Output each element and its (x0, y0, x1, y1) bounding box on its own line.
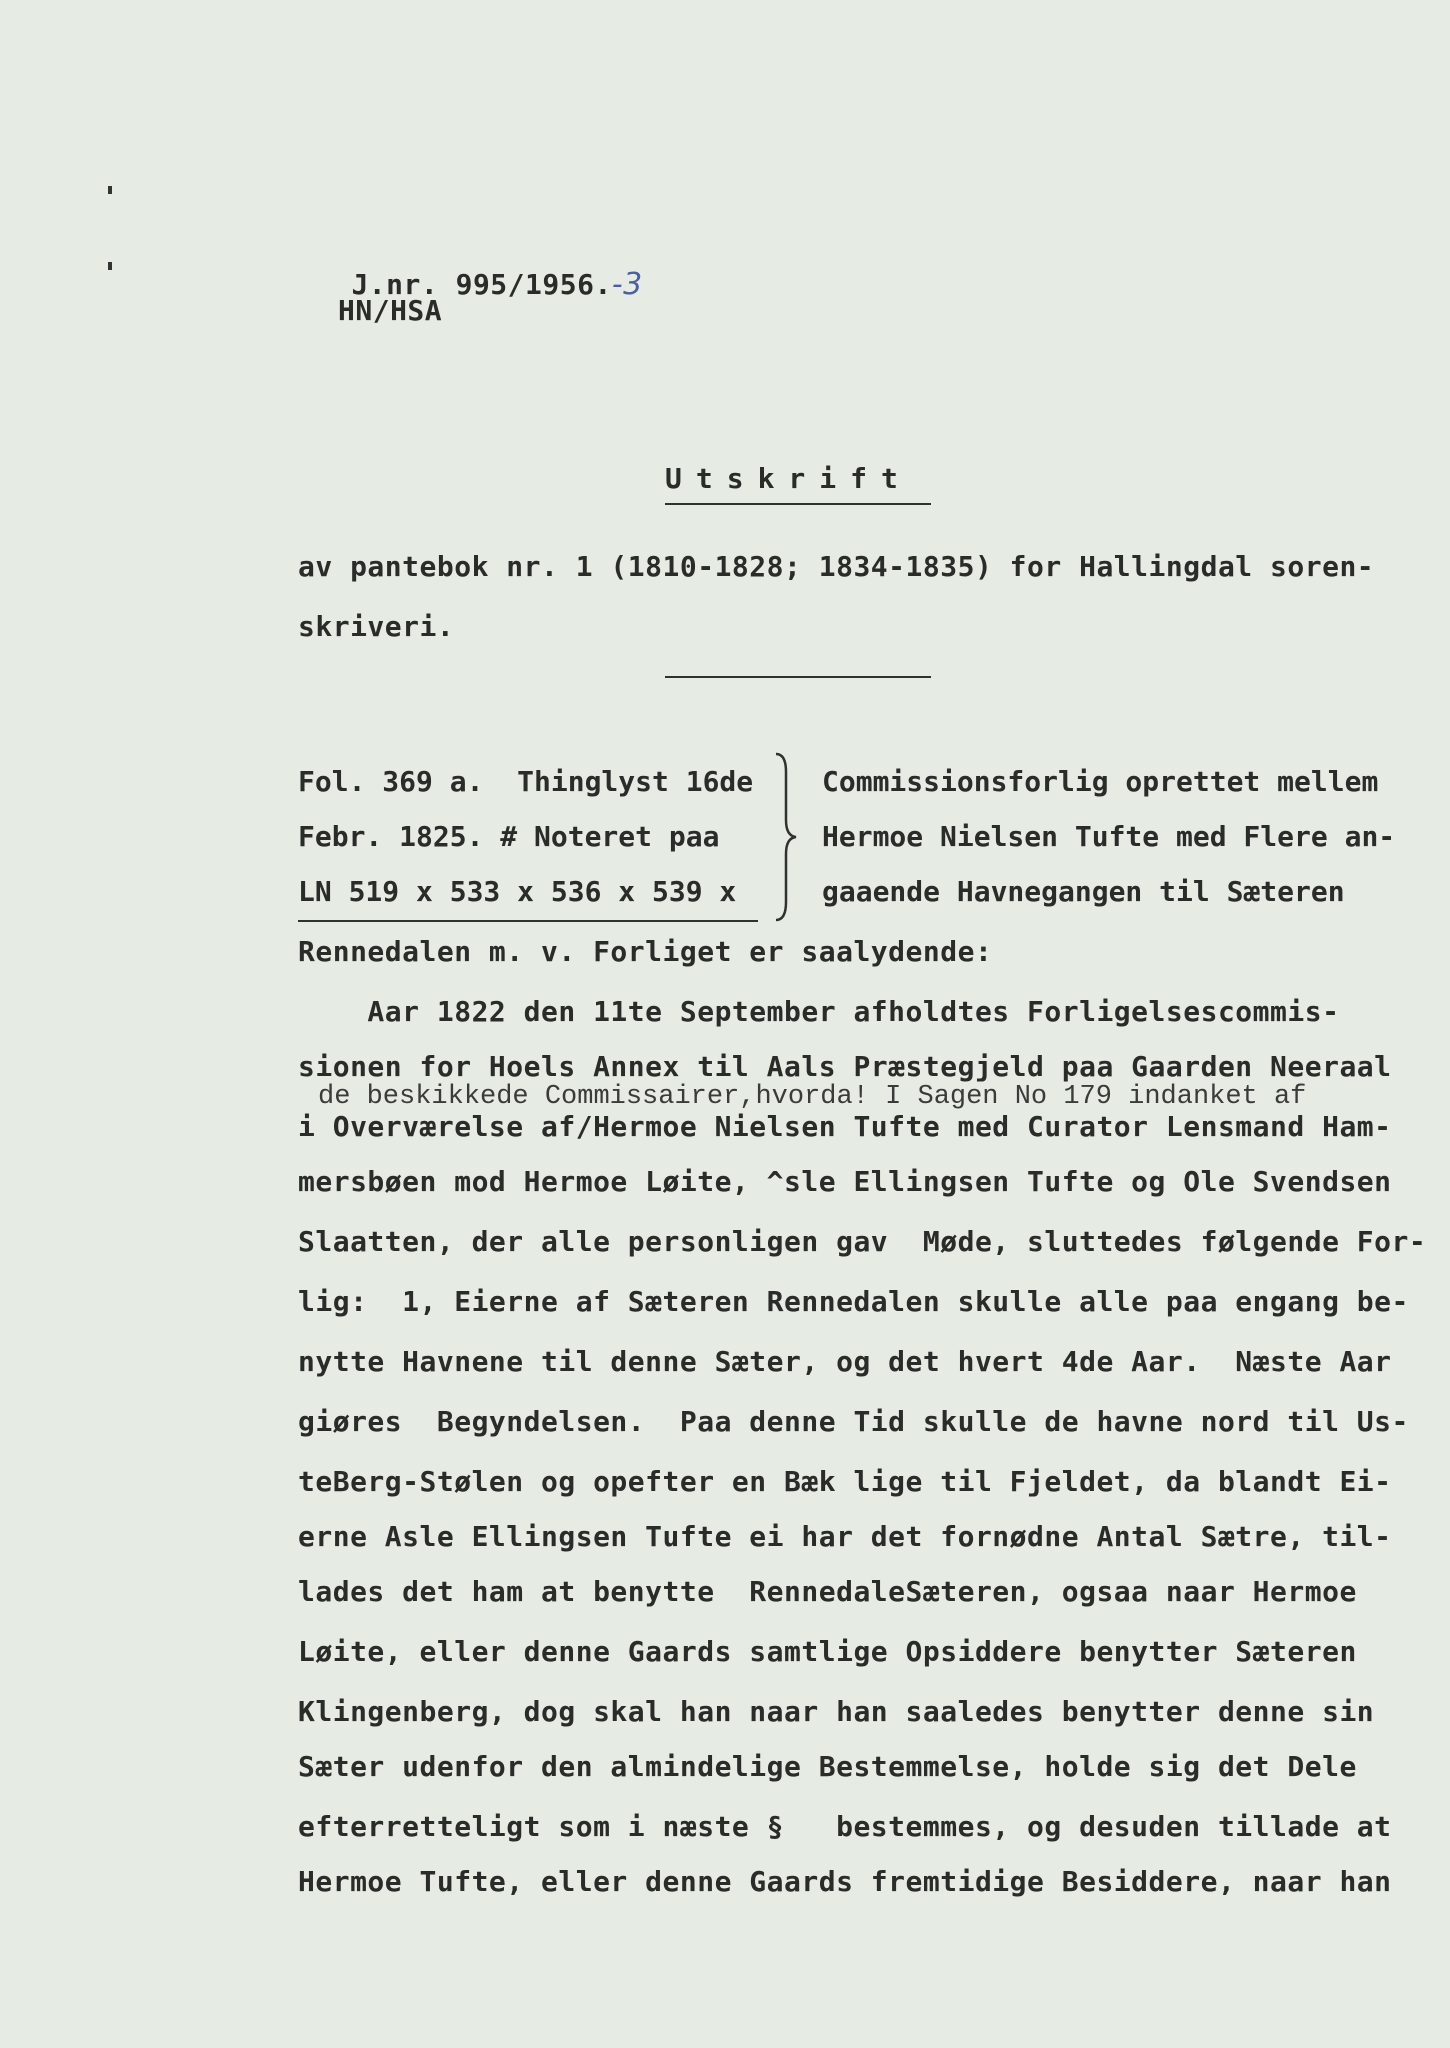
body-line: Aar 1822 den 11te September afholdtes Forligelsescommis- (298, 995, 1340, 1028)
folio-right-line: Hermoe Nielsen Tufte med Flere an- (822, 820, 1396, 853)
body-line: Hermoe Tufte, eller denne Gaards fremtidige Besiddere, naar han (298, 1865, 1392, 1898)
journal-number-line (282, 234, 643, 335)
journal-suffix: -3 (611, 267, 643, 302)
margin-mark (108, 262, 112, 270)
body-line: i Overværelse af/Hermoe Nielsen Tufte med Curator Lensmand Ham- (298, 1110, 1392, 1143)
folio-left-line: Febr. 1825. # Noteret paa (298, 820, 720, 853)
body-line: Klingenberg, dog skal han naar han saaledes benytter denne sin (298, 1695, 1375, 1728)
journal-number: J.nr. 995/1956. (351, 268, 612, 301)
body-line: efterretteligt som i næste § bestemmes, og desuden tillade at (298, 1810, 1392, 1843)
subtitle-line: av pantebok nr. 1 (1810-1828; 1834-1835) for Hallingdal soren- (298, 550, 1375, 583)
folio-right-line: gaaende Havnegangen til Sæteren (822, 875, 1345, 908)
body-line: erne Asle Ellingsen Tufte ei har det fornødne Antal Sætre, til- (298, 1520, 1392, 1553)
curly-brace (770, 752, 800, 922)
body-line: lig: 1, Eierne af Sæteren Rennedalen skulle alle paa engang be- (298, 1285, 1409, 1318)
folio-underline (298, 920, 758, 922)
title-underline (665, 503, 931, 505)
folio-left-line: Fol. 369 a. Thinglyst 16de (298, 765, 754, 798)
folio-left-line: LN 519 x 533 x 536 x 539 x (298, 875, 737, 908)
body-line: mersbøen mod Hermoe Løite, ^sle Ellingsen Tufte og Ole Svendsen (298, 1165, 1392, 1198)
body-line: giøres Begyndelsen. Paa denne Tid skulle de havne nord til Us- (298, 1405, 1409, 1438)
initials: HN/HSA (338, 294, 443, 327)
body-line: lades det ham at benytte RennedaleSæteren, ogsaa naar Hermoe (298, 1575, 1357, 1608)
subtitle-line: skriveri. (298, 610, 455, 643)
body-line: Rennedalen m. v. Forliget er saalydende: (298, 935, 993, 968)
body-line: Løite, eller denne Gaards samtlige Opsiddere benytter Sæteren (298, 1635, 1357, 1668)
body-line: sionen for Hoels Annex til Aals Præstegjeld paa Gaarden Neeraal (298, 1050, 1392, 1083)
separator-rule (665, 676, 931, 678)
body-line: Slaatten, der alle personligen gav Møde, sluttedes følgende For- (298, 1225, 1427, 1258)
body-line: teBerg-Stølen og opefter en Bæk lige til Fjeldet, da blandt Ei- (298, 1465, 1392, 1498)
body-line: nytte Havnene til denne Sæter, og det hvert 4de Aar. Næste Aar (298, 1345, 1392, 1378)
folio-right-line: Commissionsforlig oprettet mellem (822, 765, 1379, 798)
body-line: Sæter udenfor den almindelige Bestemmelse, holde sig det Dele (298, 1750, 1357, 1783)
document-title: Utskrift (665, 462, 912, 495)
margin-mark (108, 186, 112, 194)
inserted-line: de beskikkede Commissairer,hvorda! I Sagen No 179 indanket af (318, 1082, 1307, 1112)
